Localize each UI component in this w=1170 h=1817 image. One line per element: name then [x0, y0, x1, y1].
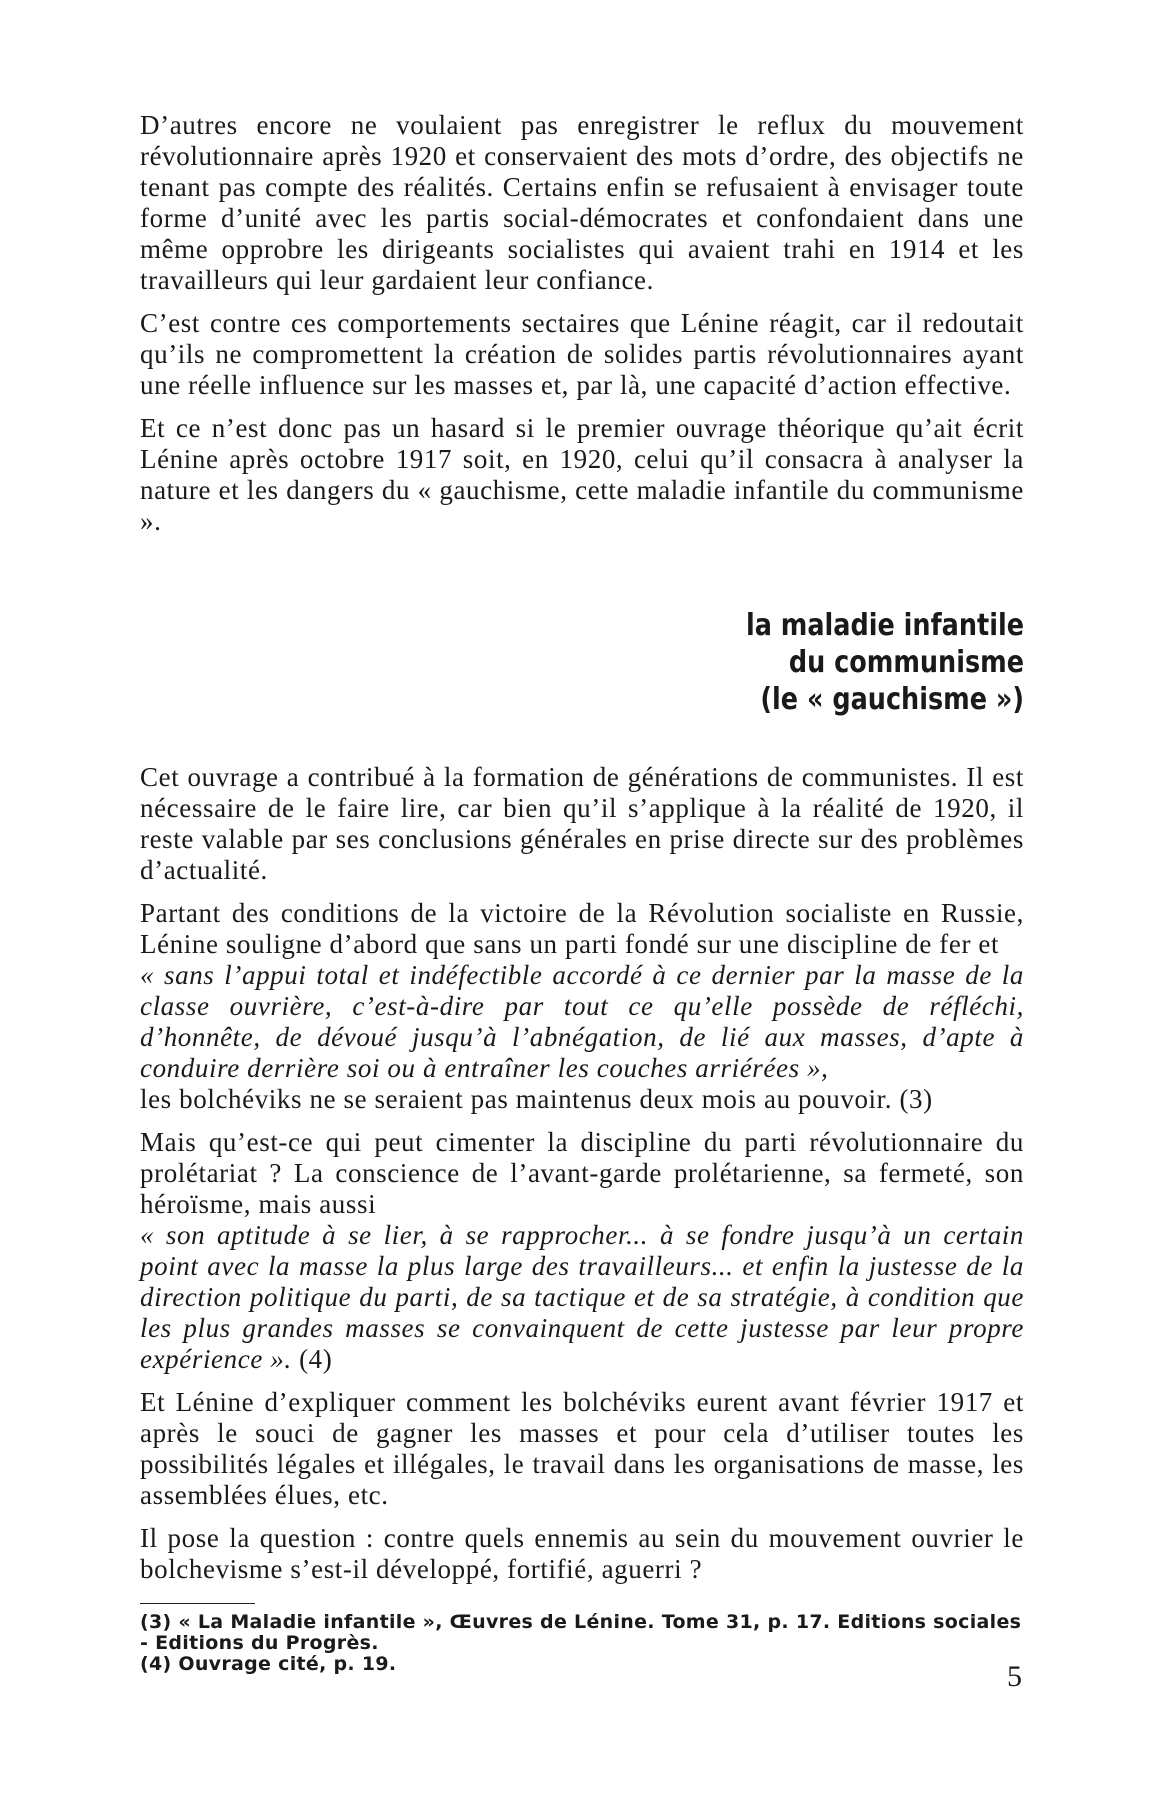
paragraph: Partant des conditions de la victoire de la Révolution socialiste en Russie, Lénine souligne d’abord que sans un parti fondé sur une discipline de fer et: [140, 898, 1024, 959]
quotation: [140, 1220, 1024, 1375]
heading-line: du communisme: [788, 645, 1024, 680]
paragraph: Mais qu’est-ce qui peut cimenter la discipline du parti révolutionnaire du prolétariat ? La conscience de l’avant-garde prolétarienne, sa fermeté, son héroïsme, mais aussi: [140, 1127, 1024, 1219]
paragraph: Et Lénine d’expliquer comment les bolchéviks eurent avant février 1917 et après le souci de gagner les masses et pour cela d’utiliser toutes les possibilités légales et illégales, le travail dans les organisations de masse, les assemblées élues, etc.: [140, 1387, 1024, 1510]
quotation-text: « son aptitude à se lier, à se rapprocher... à se fondre jusqu’à un certain point avec la masse la plus large des travailleurs... et enfin la justesse de la direction politique du parti, de sa tactique et de sa stratégie, à condition que les plus grandes masses se convainquent de cette justesse par leur propre expérience ».: [140, 1220, 1024, 1374]
page-number: 5: [1007, 1660, 1022, 1693]
quotation: « sans l’appui total et indéfectible accordé à ce dernier par la masse de la classe ouvrière, c’est-à-dire par tout ce qu’elle possède de réfléchi, d’honnête, de dévoué jusqu’à l’abnégation, de lié aux masses, d’apte à conduire derrière soi ou à entraîner les couches arriérées »,: [140, 960, 1024, 1083]
paragraph: C’est contre ces comportements sectaires que Lénine réagit, car il redoutait qu’ils ne compromettent la création de solides partis révolutionnaires ayant une réelle influence sur les masses et, par là, une capacité d’action effective.: [140, 308, 1024, 400]
page-body: [140, 110, 1024, 1675]
section-heading: [273, 607, 1024, 718]
paragraph: Il pose la question : contre quels ennemis au sein du mouvement ouvrier le bolchevisme s’est-il développé, fortifié, aguerri ?: [140, 1523, 1024, 1584]
paragraph: Cet ouvrage a contribué à la formation de générations de communistes. Il est nécessaire de le faire lire, car bien qu’il s’applique à la réalité de 1920, il reste valable par ses conclusions générales en prise directe sur des problèmes d’actualité.: [140, 762, 1024, 885]
footnote: (4) Ouvrage cité, p. 19.: [140, 1653, 397, 1675]
footnote-divider: [140, 1603, 255, 1604]
footnote: (3) « La Maladie infantile », Œuvres de Lénine. Tome 31, p. 17. Editions sociales - Editions du Progrès.: [140, 1611, 1022, 1654]
heading-line: (le « gauchisme »): [760, 682, 1024, 717]
paragraph: les bolchéviks ne se seraient pas maintenus deux mois au pouvoir. (3): [140, 1084, 933, 1114]
paragraph: D’autres encore ne voulaient pas enregistrer le reflux du mouvement révolutionnaire après 1920 et conservaient des mots d’ordre, des objectifs ne tenant pas compte des réalités. Certains enfin se refusaient à envisager toute forme d’unité avec les partis social-démocrates et confondaient dans une même opprobre les dirigeants socialistes qui avaient trahi en 1914 et les travailleurs qui leur gardaient leur confiance.: [140, 110, 1024, 295]
footnote-ref: (4): [291, 1344, 333, 1374]
paragraph: Et ce n’est donc pas un hasard si le premier ouvrage théorique qu’ait écrit Lénine après octobre 1917 soit, en 1920, celui qu’il consacra à analyser la nature et les dangers du « gauchisme, cette maladie infantile du communisme ».: [140, 413, 1024, 536]
heading-line: la maladie infantile: [745, 608, 1024, 643]
